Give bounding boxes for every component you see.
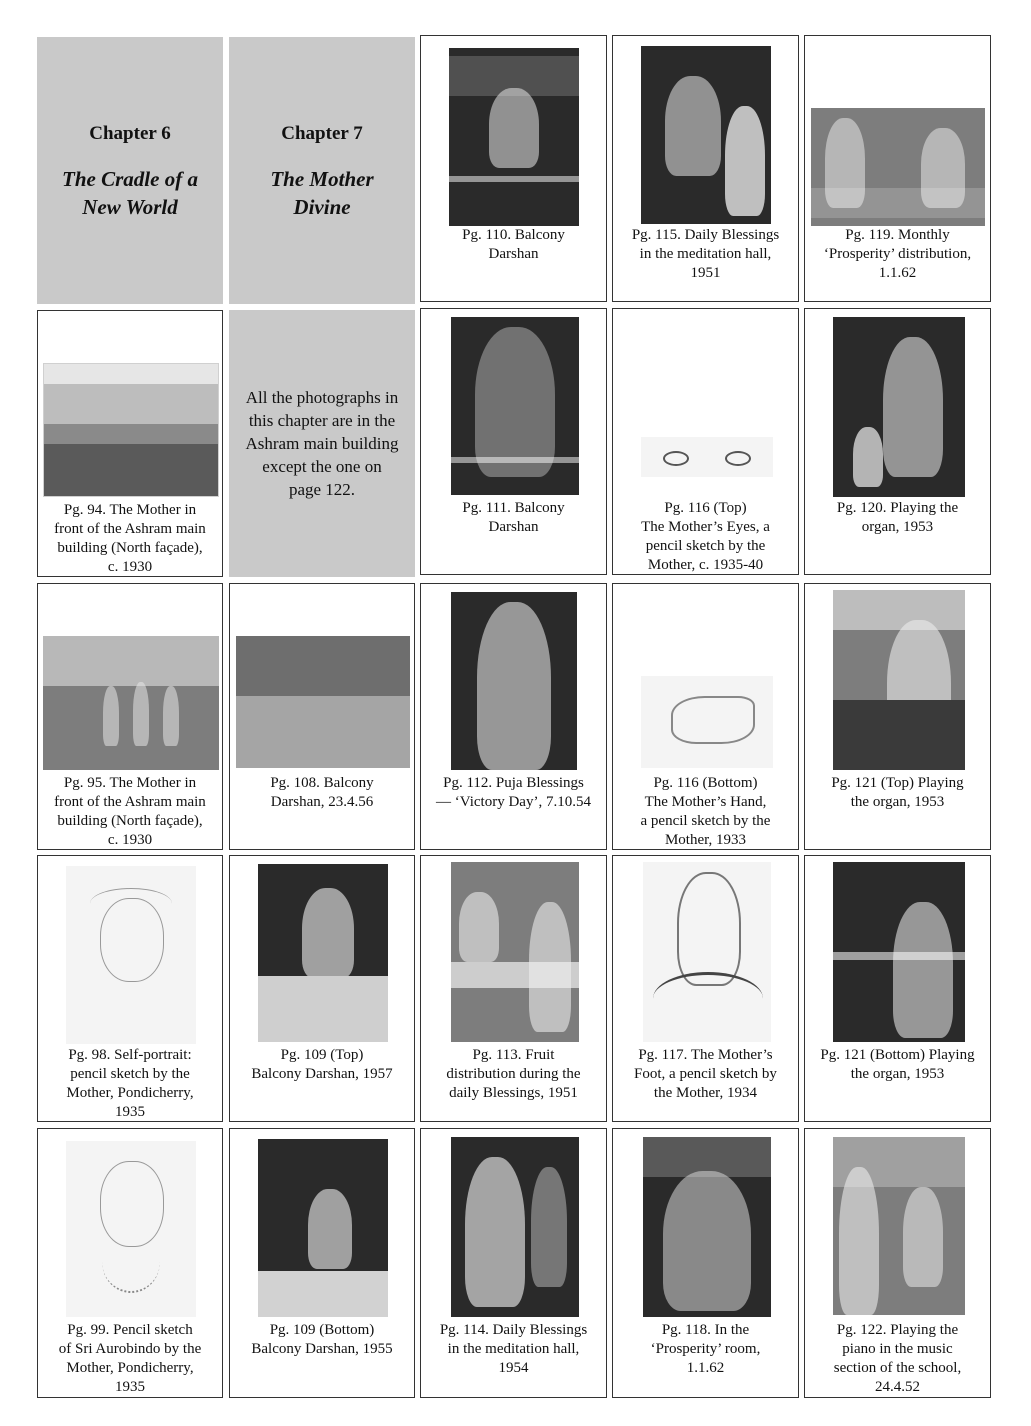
photo-card-p109bottom[interactable] [229, 1128, 415, 1398]
photo-caption: Pg. 112. Puja Blessings — ‘Victory Day’, 7.10.54 [436, 775, 591, 810]
photo-card-p120[interactable] [804, 308, 991, 575]
photo-caption: Pg. 117. The Mother’s Foot, a pencil sketch by the Mother, 1934 [634, 1047, 777, 1101]
chapter-number: Chapter 7 [281, 123, 363, 144]
photo-card-p117[interactable] [612, 855, 799, 1122]
chapter-title: The Mother Divine [270, 167, 374, 219]
photo-thumbnail [641, 437, 773, 477]
photo-caption: Pg. 120. Playing the organ, 1953 [836, 500, 959, 535]
photo-thumbnail [258, 1139, 388, 1317]
photo-thumbnail [66, 1141, 196, 1317]
photo-card-p99[interactable] [37, 1128, 223, 1398]
chapter-6-panel [37, 37, 223, 304]
photo-thumbnail [833, 317, 965, 497]
photo-caption: Pg. 113. Fruit distribution during the daily Blessings, 1951 [446, 1047, 581, 1101]
photo-thumbnail [833, 1137, 965, 1315]
photo-thumbnail [641, 676, 773, 768]
photo-card-p98[interactable] [37, 855, 223, 1122]
chapter-note: All the photographs in this chapter are in the Ashram main building except the one on page 122. [245, 388, 399, 499]
photo-card-p114[interactable] [420, 1128, 607, 1398]
photo-card-p111[interactable] [420, 308, 607, 575]
photo-thumbnail [643, 862, 771, 1042]
photo-card-p110[interactable] [420, 35, 607, 302]
chapter-number: Chapter 6 [89, 123, 171, 144]
photo-caption: Pg. 115. Daily Blessings in the meditation hall, 1951 [631, 227, 780, 281]
photo-thumbnail [641, 46, 771, 224]
photo-caption: Pg. 118. In the ‘Prosperity’ room, 1.1.62 [650, 1322, 761, 1376]
chapter-7-panel [229, 37, 415, 304]
photo-caption: Pg. 95. The Mother in front of the Ashram main building (North façade), c. 1930 [54, 775, 206, 848]
photo-card-p121bottom[interactable] [804, 855, 991, 1122]
photo-caption: Pg. 109 (Bottom) Balcony Darshan, 1955 [251, 1322, 393, 1357]
photo-thumbnail [811, 108, 985, 226]
photo-thumbnail [43, 636, 219, 770]
photo-caption: Pg. 109 (Top) Balcony Darshan, 1957 [251, 1047, 393, 1082]
photo-caption: Pg. 121 (Top) Playing the organ, 1953 [831, 775, 964, 810]
photo-thumbnail [66, 866, 196, 1044]
photo-card-p115[interactable] [612, 35, 799, 302]
photo-card-p108[interactable] [229, 583, 415, 850]
photo-card-p116top[interactable] [612, 308, 799, 575]
photo-card-p122[interactable] [804, 1128, 991, 1398]
photo-thumbnail [451, 862, 579, 1042]
photo-thumbnail [451, 592, 577, 770]
photo-caption: Pg. 116 (Top) The Mother’s Eyes, a pencil sketch by the Mother, c. 1935-40 [641, 500, 770, 573]
photo-thumbnail [236, 636, 410, 768]
photo-thumbnail [833, 862, 965, 1042]
photo-caption: Pg. 99. Pencil sketch of Sri Aurobindo by the Mother, Pondicherry, 1935 [58, 1322, 202, 1395]
photo-card-p94[interactable] [37, 310, 223, 577]
photo-card-p113[interactable] [420, 855, 607, 1122]
photo-caption: Pg. 98. Self-portrait: pencil sketch by the Mother, Pondicherry, 1935 [66, 1047, 194, 1120]
photo-caption: Pg. 116 (Bottom) The Mother’s Hand, a pencil sketch by the Mother, 1933 [640, 775, 771, 848]
photo-caption: Pg. 119. Monthly ‘Prosperity’ distribution, 1.1.62 [823, 227, 972, 281]
photo-thumbnail [258, 864, 388, 1042]
photo-thumbnail [833, 590, 965, 770]
photo-caption: Pg. 110. Balcony Darshan [462, 227, 565, 262]
photo-card-p116bottom[interactable] [612, 583, 799, 850]
photo-caption: Pg. 122. Playing the piano in the music section of the school, 24.4.52 [833, 1322, 962, 1395]
photo-thumbnail [43, 363, 219, 497]
photo-card-p95[interactable] [37, 583, 223, 850]
chapter-note-panel [229, 310, 415, 577]
photo-thumbnail [449, 48, 579, 226]
photo-caption: Pg. 94. The Mother in front of the Ashram main building (North façade), c. 1930 [54, 502, 206, 575]
photo-caption: Pg. 108. Balcony Darshan, 23.4.56 [270, 775, 374, 810]
photo-thumbnail [451, 1137, 579, 1317]
photo-thumbnail [643, 1137, 771, 1317]
photo-caption: Pg. 114. Daily Blessings in the meditation hall, 1954 [439, 1322, 588, 1376]
photo-caption: Pg. 121 (Bottom) Playing the organ, 1953 [820, 1047, 975, 1082]
chapter-title: The Cradle of a New World [62, 167, 198, 219]
photo-caption: Pg. 111. Balcony Darshan [462, 500, 565, 535]
photo-card-p112[interactable] [420, 583, 607, 850]
photo-card-p109top[interactable] [229, 855, 415, 1122]
photo-thumbnail [451, 317, 579, 495]
photo-card-p118[interactable] [612, 1128, 799, 1398]
photo-card-p119[interactable] [804, 35, 991, 302]
photo-card-p121top[interactable] [804, 583, 991, 850]
